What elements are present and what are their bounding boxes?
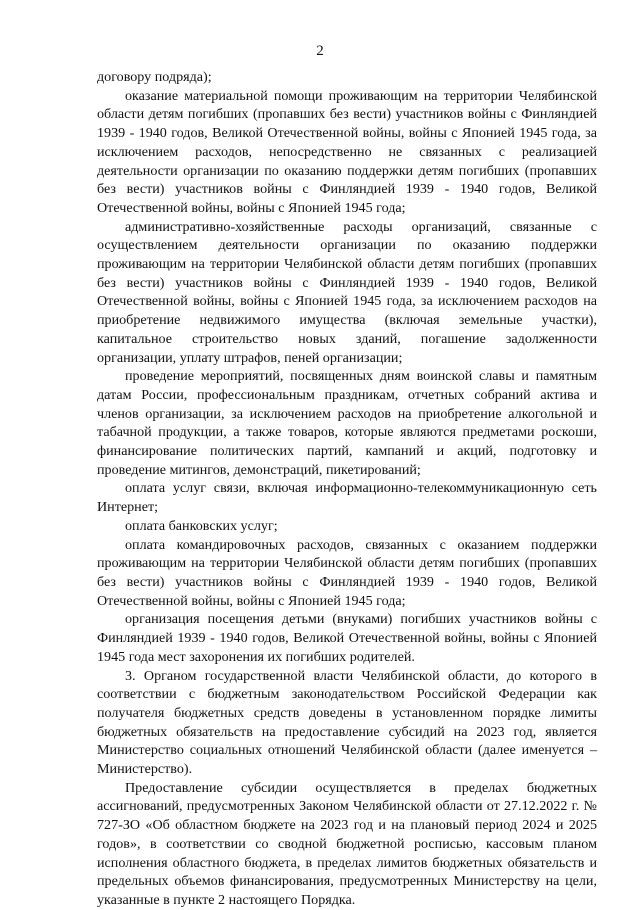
paragraph-continuation: договору подряда); <box>97 69 212 85</box>
document-body <box>97 68 597 910</box>
paragraph-events: проведение мероприятий, посвященных дням воинской славы и памятным датам России, профессиональным праздникам, отчетных собраний актива и членов организации, за исключением расходов на приобретение алкогольной и табачной продукции, а также товаров, которые являются предметами роскоши, финансирование политических партий, кампаний и акций, подготовку и проведение митингов, демонстраций, пикетирований; <box>97 368 597 478</box>
paragraph-budget: Предоставление субсидии осуществляется в пределах бюджетных ассигнований, предусмотренных Законом Челябинской области от 27.12.2022 г. № 727-ЗО «Об областном бюджете на 2023 год и на плановый период 2024 и 2025 годов», в соответствии со сводной бюджетной росписью, кассовым планом исполнения областного бюджета, в пределах лимитов бюджетных обязательств и предельных объемов финансирования, предусмотренных Министерству на цели, указанные в пункте 2 настоящего Порядка. <box>97 779 597 908</box>
paragraph-travel: оплата командировочных расходов, связанных с оказанием поддержки проживающим на территории Челябинской области детям погибших (пропавших без вести) участников войны с Финляндией 1939 - 1940 годов, Великой Отечественной войны, войны с Японией 1945 года; <box>97 536 597 609</box>
paragraph-material-aid: оказание материальной помощи проживающим на территории Челябинской области детям погибших (пропавших без вести) участников войны с Финляндией 1939 - 1940 годов, Великой Отечественной войны, войны с Японией 1945 года, за исключением расходов, непосредственно не связанных с реализацией деятельности организации по оказанию поддержки детям погибших (пропавших без вести) участников войны с Финляндией 1939 - 1940 годов, Великой Отечественной войны, войны с Японией 1945 года; <box>97 87 597 216</box>
page-number: 2 <box>316 43 324 59</box>
paragraph-section-3: 3. Органом государственной власти Челябинской области, до которого в соответствии с бюджетным законодательством Российской Федерации как получателя бюджетных средств доведены в установленном порядке лимиты бюджетных обязательств на предоставление субсидий на 2023 год, является Министерство социальных отношений Челябинской области (далее именуется – Министерство). <box>97 667 597 778</box>
paragraph-admin-expenses: административно-хозяйственные расходы организаций, связанные с осуществлением деятельности организации по оказанию поддержки проживающим на территории Челябинской области детям погибших (пропавших без вести) участников войны с Финляндией 1939 - 1940 годов, Великой Отечественной войны, войны с Японией 1945 года, за исключением расходов на приобретение недвижимого имущества (включая земельные участки), капитальное строительство новых зданий, погашение задолженности организации, уплату штрафов, пеней организации; <box>97 218 597 366</box>
paragraph-grave-visits: организация посещения детьми (внуками) погибших участников войны с Финляндией 1939 - 1940 годов, Великой Отечественной войны, войны с Японией 1945 года мест захоронения их погибших родителей. <box>97 611 597 665</box>
paragraph-communication: оплата услуг связи, включая информационно-телекоммуникационную сеть Интернет; <box>97 480 597 516</box>
paragraph-banking: оплата банковских услуг; <box>125 517 278 534</box>
